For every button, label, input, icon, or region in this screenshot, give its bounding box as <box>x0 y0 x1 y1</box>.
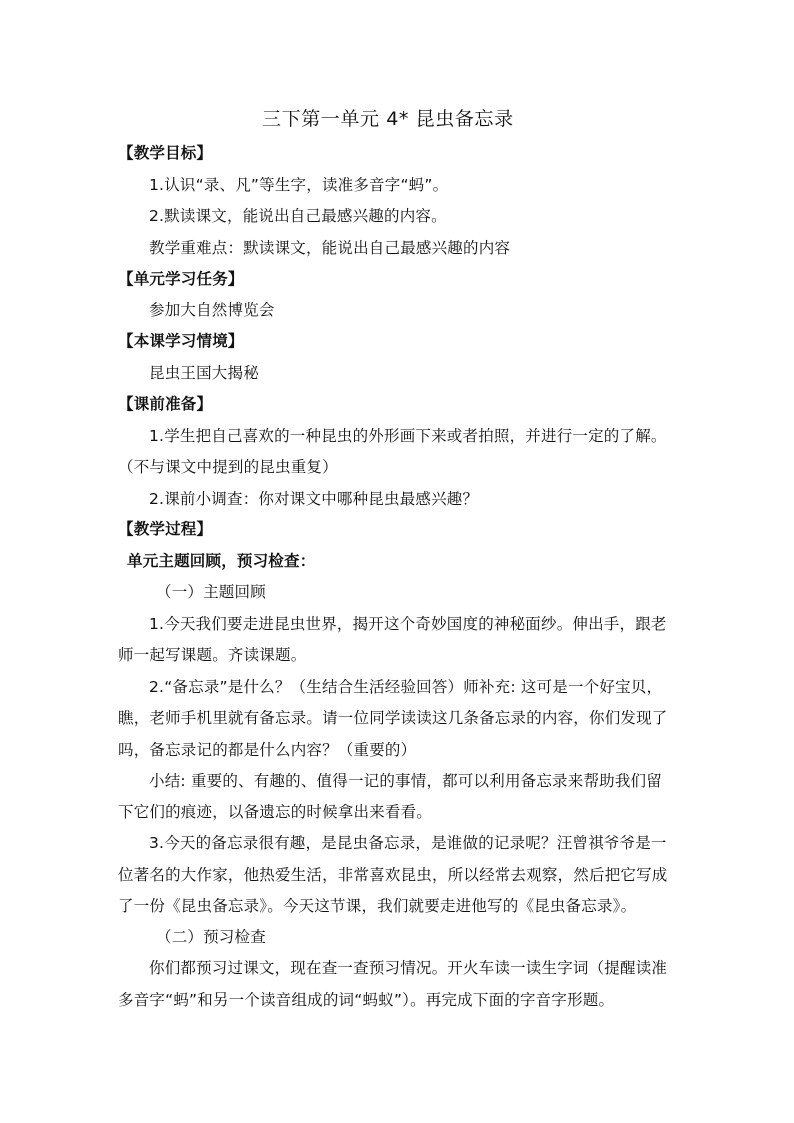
paragraph-line: 了一份《昆虫备忘录》。今天这节课，我们就要走进他写的《昆虫备忘录》。 <box>118 897 637 915</box>
paragraph-line: 2.“备忘录”是什么？（生结合生活经验回答）师补充: 这可是一个好宝贝， <box>149 678 663 696</box>
paragraph-line: 参加大自然博览会 <box>149 301 275 319</box>
paragraph-line: 瞧，老师手机里就有备忘录。请一位同学读读这几条备忘录的内容，你们发现了 <box>118 709 668 727</box>
paragraph-line: 吗，备忘录记的都是什么内容？（重要的） <box>118 741 417 759</box>
paragraph-line: 1.学生把自己喜欢的一种昆虫的外形画下来或者拍照，并进行一定的了解。 <box>149 427 667 445</box>
paragraph-line: 多音字“蚂”和另一个读音组成的词“蚂蚁”）。再完成下面的字音字形题。 <box>118 991 615 1009</box>
paragraph-line: 小结: 重要的、有趣的、值得一记的事情，都可以利用备忘录来帮助我们留 <box>149 772 662 790</box>
paragraph-line: 2.默读课文，能说出自己最感兴趣的内容。 <box>149 207 447 225</box>
document-title: 三下第一单元 4* 昆虫备忘录 <box>262 108 514 130</box>
subsection-heading-preview-check: （二）预习检查 <box>156 928 266 946</box>
paragraph-line: 下它们的痕迹，以备遗忘的时候拿出来看看。 <box>118 803 433 821</box>
paragraph-line: 1.认识“录、凡”等生字，读准多音字“蚂”。 <box>149 176 449 194</box>
paragraph-line: 3.今天的备忘录很有趣，是昆虫备忘录，是谁做的记录呢？汪曾祺爷爷是一 <box>149 834 667 852</box>
paragraph-line: 昆虫王国大揭秘 <box>149 364 259 382</box>
section-heading-lesson-context: 【本课学习情境】 <box>118 332 244 350</box>
paragraph-line: 师一起写课题。齐读课题。 <box>118 646 307 664</box>
paragraph-line: （不与课文中提到的昆虫重复） <box>118 458 338 476</box>
section-heading-preparation: 【课前准备】 <box>118 395 213 413</box>
sub-heading-review-check: 单元主题回顾，预习检查： <box>127 552 316 570</box>
paragraph-line: 2.课前小调查：你对课文中哪种昆虫最感兴趣？ <box>149 490 479 508</box>
section-heading-teaching-goals: 【教学目标】 <box>118 144 213 162</box>
section-heading-unit-task: 【单元学习任务】 <box>118 270 244 288</box>
paragraph-line: 你们都预习过课文，现在查一查预习情况。开火车读一读生字词（提醒读准 <box>149 959 668 977</box>
paragraph-line: 教学重难点：默读课文，能说出自己最感兴趣的内容 <box>149 239 511 257</box>
paragraph-line: 位著名的大作家，他热爱生活，非常喜欢昆虫，所以经常去观察，然后把它写成 <box>118 866 668 884</box>
subsection-heading-theme-review: （一）主题回顾 <box>156 583 266 601</box>
section-heading-teaching-process: 【教学过程】 <box>118 520 213 538</box>
paragraph-line: 1.今天我们要走进昆虫世界，揭开这个奇妙国度的神秘面纱。伸出手，跟老 <box>149 615 667 633</box>
